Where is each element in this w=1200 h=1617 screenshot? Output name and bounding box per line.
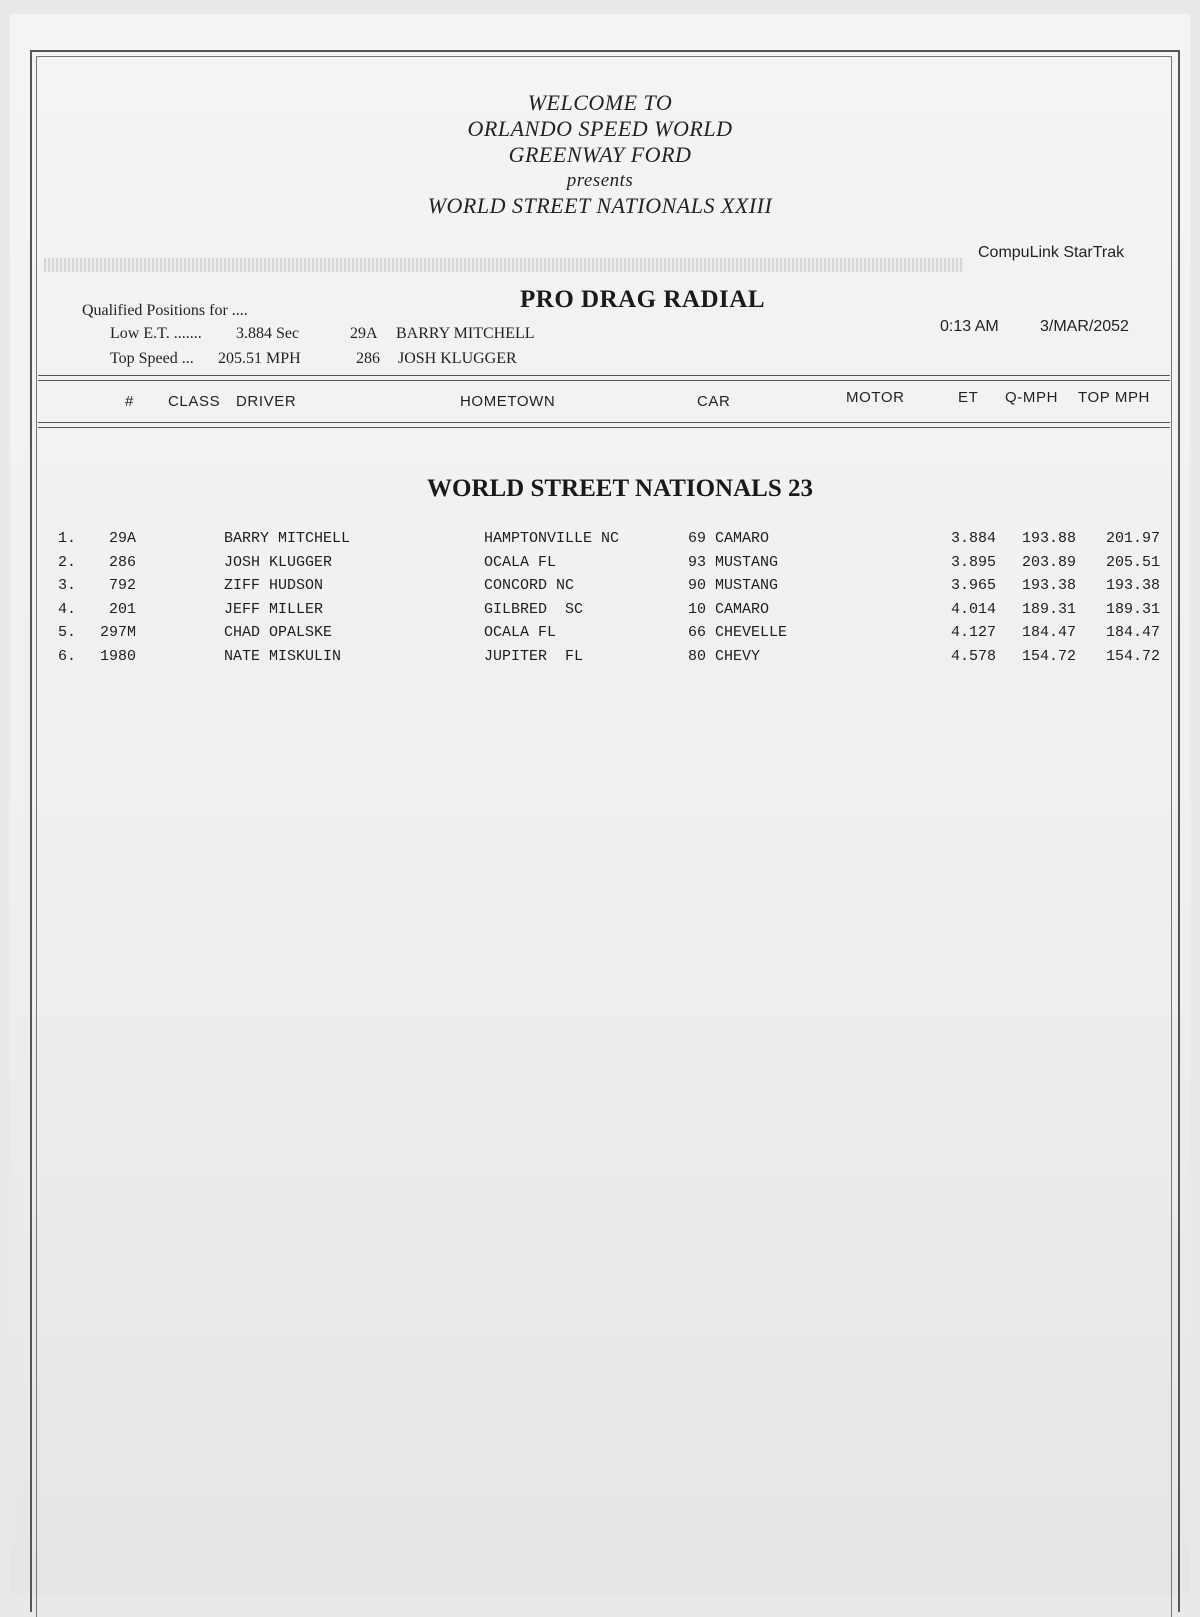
- result-q-mph: 193.88: [1021, 530, 1076, 547]
- result-position: 1.: [58, 530, 77, 547]
- welcome-line: WELCOME TO: [527, 90, 673, 115]
- result-car: 80 CHEVY: [688, 647, 761, 665]
- result-q-mph: 189.31: [1021, 600, 1076, 618]
- low-et-label: Low E.T. .......: [110, 325, 202, 342]
- result-hometown: OCALA FL: [484, 624, 557, 641]
- result-car-number: 286: [108, 553, 136, 571]
- result-top-mph: 189.31: [1105, 600, 1160, 618]
- result-car: 69 CAMARO: [688, 530, 770, 547]
- result-driver: BARRY MITCHELL: [224, 530, 351, 547]
- event-line: WORLD STREET NATIONALS XXIII: [427, 193, 773, 218]
- decorative-stripe: [44, 258, 964, 272]
- result-car-number: 201: [108, 600, 136, 618]
- result-row: [0, 530, 1200, 554]
- col-header-class: CLASS: [168, 393, 221, 410]
- result-position: 6.: [58, 647, 77, 665]
- header-rule-top: [38, 375, 1170, 376]
- result-driver: JEFF MILLER: [224, 600, 324, 618]
- top-speed-car-number: 286: [356, 350, 380, 367]
- result-hometown: HAMPTONVILLE NC: [484, 530, 620, 547]
- result-top-mph: 184.47: [1105, 624, 1160, 641]
- top-speed-driver: JOSH KLUGGER: [398, 350, 517, 367]
- header-rule-top-2: [38, 380, 1170, 381]
- result-row: [0, 577, 1200, 601]
- result-q-mph: 184.47: [1021, 624, 1076, 641]
- header-rule-bottom: [38, 422, 1170, 423]
- col-header-number: #: [125, 393, 134, 410]
- result-car: 10 CAMARO: [688, 600, 770, 618]
- result-car-number: 1980: [99, 647, 136, 665]
- result-position: 4.: [58, 600, 77, 618]
- result-q-mph: 193.38: [1021, 577, 1076, 594]
- sponsor-line: GREENWAY FORD: [508, 142, 692, 167]
- header-rule-bottom-2: [38, 427, 1170, 428]
- result-et: 3.884: [950, 530, 996, 547]
- col-header-top-mph: TOP MPH: [1078, 389, 1150, 406]
- presents-line: presents: [566, 170, 634, 191]
- low-et-driver: BARRY MITCHELL: [396, 325, 535, 342]
- result-hometown: OCALA FL: [484, 553, 557, 571]
- low-et-value: 3.884 Sec: [236, 325, 300, 342]
- result-et: 4.014: [950, 600, 996, 618]
- col-header-q-mph: Q-MPH: [1005, 389, 1058, 406]
- result-car-number: 792: [108, 577, 136, 594]
- col-header-et: ET: [958, 389, 979, 406]
- result-driver: ZIFF HUDSON: [224, 577, 324, 594]
- result-position: 5.: [58, 624, 77, 641]
- result-row: [0, 601, 1200, 625]
- top-speed-value: 205.51 MPH: [218, 350, 301, 367]
- result-row: [0, 554, 1200, 578]
- result-car: 90 MUSTANG: [688, 577, 779, 594]
- result-hometown: GILBRED SC: [484, 600, 584, 618]
- col-header-motor: MOTOR: [846, 389, 905, 406]
- result-et: 4.578: [950, 647, 996, 665]
- event-title: WORLD STREET NATIONALS 23: [427, 475, 813, 502]
- venue-line: ORLANDO SPEED WORLD: [467, 116, 733, 141]
- result-driver: NATE MISKULIN: [224, 647, 342, 665]
- result-q-mph: 203.89: [1021, 553, 1076, 571]
- result-car: 66 CHEVELLE: [688, 624, 788, 641]
- result-hometown: CONCORD NC: [484, 577, 575, 594]
- result-top-mph: 154.72: [1105, 647, 1160, 665]
- result-hometown: JUPITER FL: [484, 647, 584, 665]
- result-q-mph: 154.72: [1021, 647, 1076, 665]
- result-driver: JOSH KLUGGER: [224, 553, 333, 571]
- result-car-number: 297M: [99, 624, 136, 641]
- result-top-mph: 193.38: [1105, 577, 1160, 594]
- qualified-label: Qualified Positions for ....: [82, 302, 248, 319]
- result-driver: CHAD OPALSKE: [224, 624, 333, 641]
- result-row: [0, 624, 1200, 648]
- result-car-number: 29A: [108, 530, 136, 547]
- col-header-driver: DRIVER: [236, 393, 297, 410]
- report-time: 0:13 AM: [940, 318, 999, 335]
- result-row: [0, 648, 1200, 672]
- result-top-mph: 201.97: [1105, 530, 1160, 547]
- result-position: 2.: [58, 553, 77, 571]
- brand-label: CompuLink StarTrak: [978, 244, 1125, 261]
- col-header-hometown: HOMETOWN: [460, 393, 556, 410]
- top-speed-label: Top Speed ...: [110, 350, 194, 367]
- class-title: PRO DRAG RADIAL: [520, 286, 765, 313]
- col-header-car: CAR: [697, 393, 731, 410]
- results-list: [0, 530, 1200, 671]
- result-et: 3.965: [950, 577, 996, 594]
- low-et-car-number: 29A: [350, 325, 378, 342]
- result-et: 3.895: [950, 553, 996, 571]
- result-et: 4.127: [950, 624, 996, 641]
- result-car: 93 MUSTANG: [688, 553, 779, 571]
- report-date: 3/MAR/2052: [1040, 318, 1129, 335]
- result-position: 3.: [58, 577, 77, 594]
- result-top-mph: 205.51: [1105, 553, 1160, 571]
